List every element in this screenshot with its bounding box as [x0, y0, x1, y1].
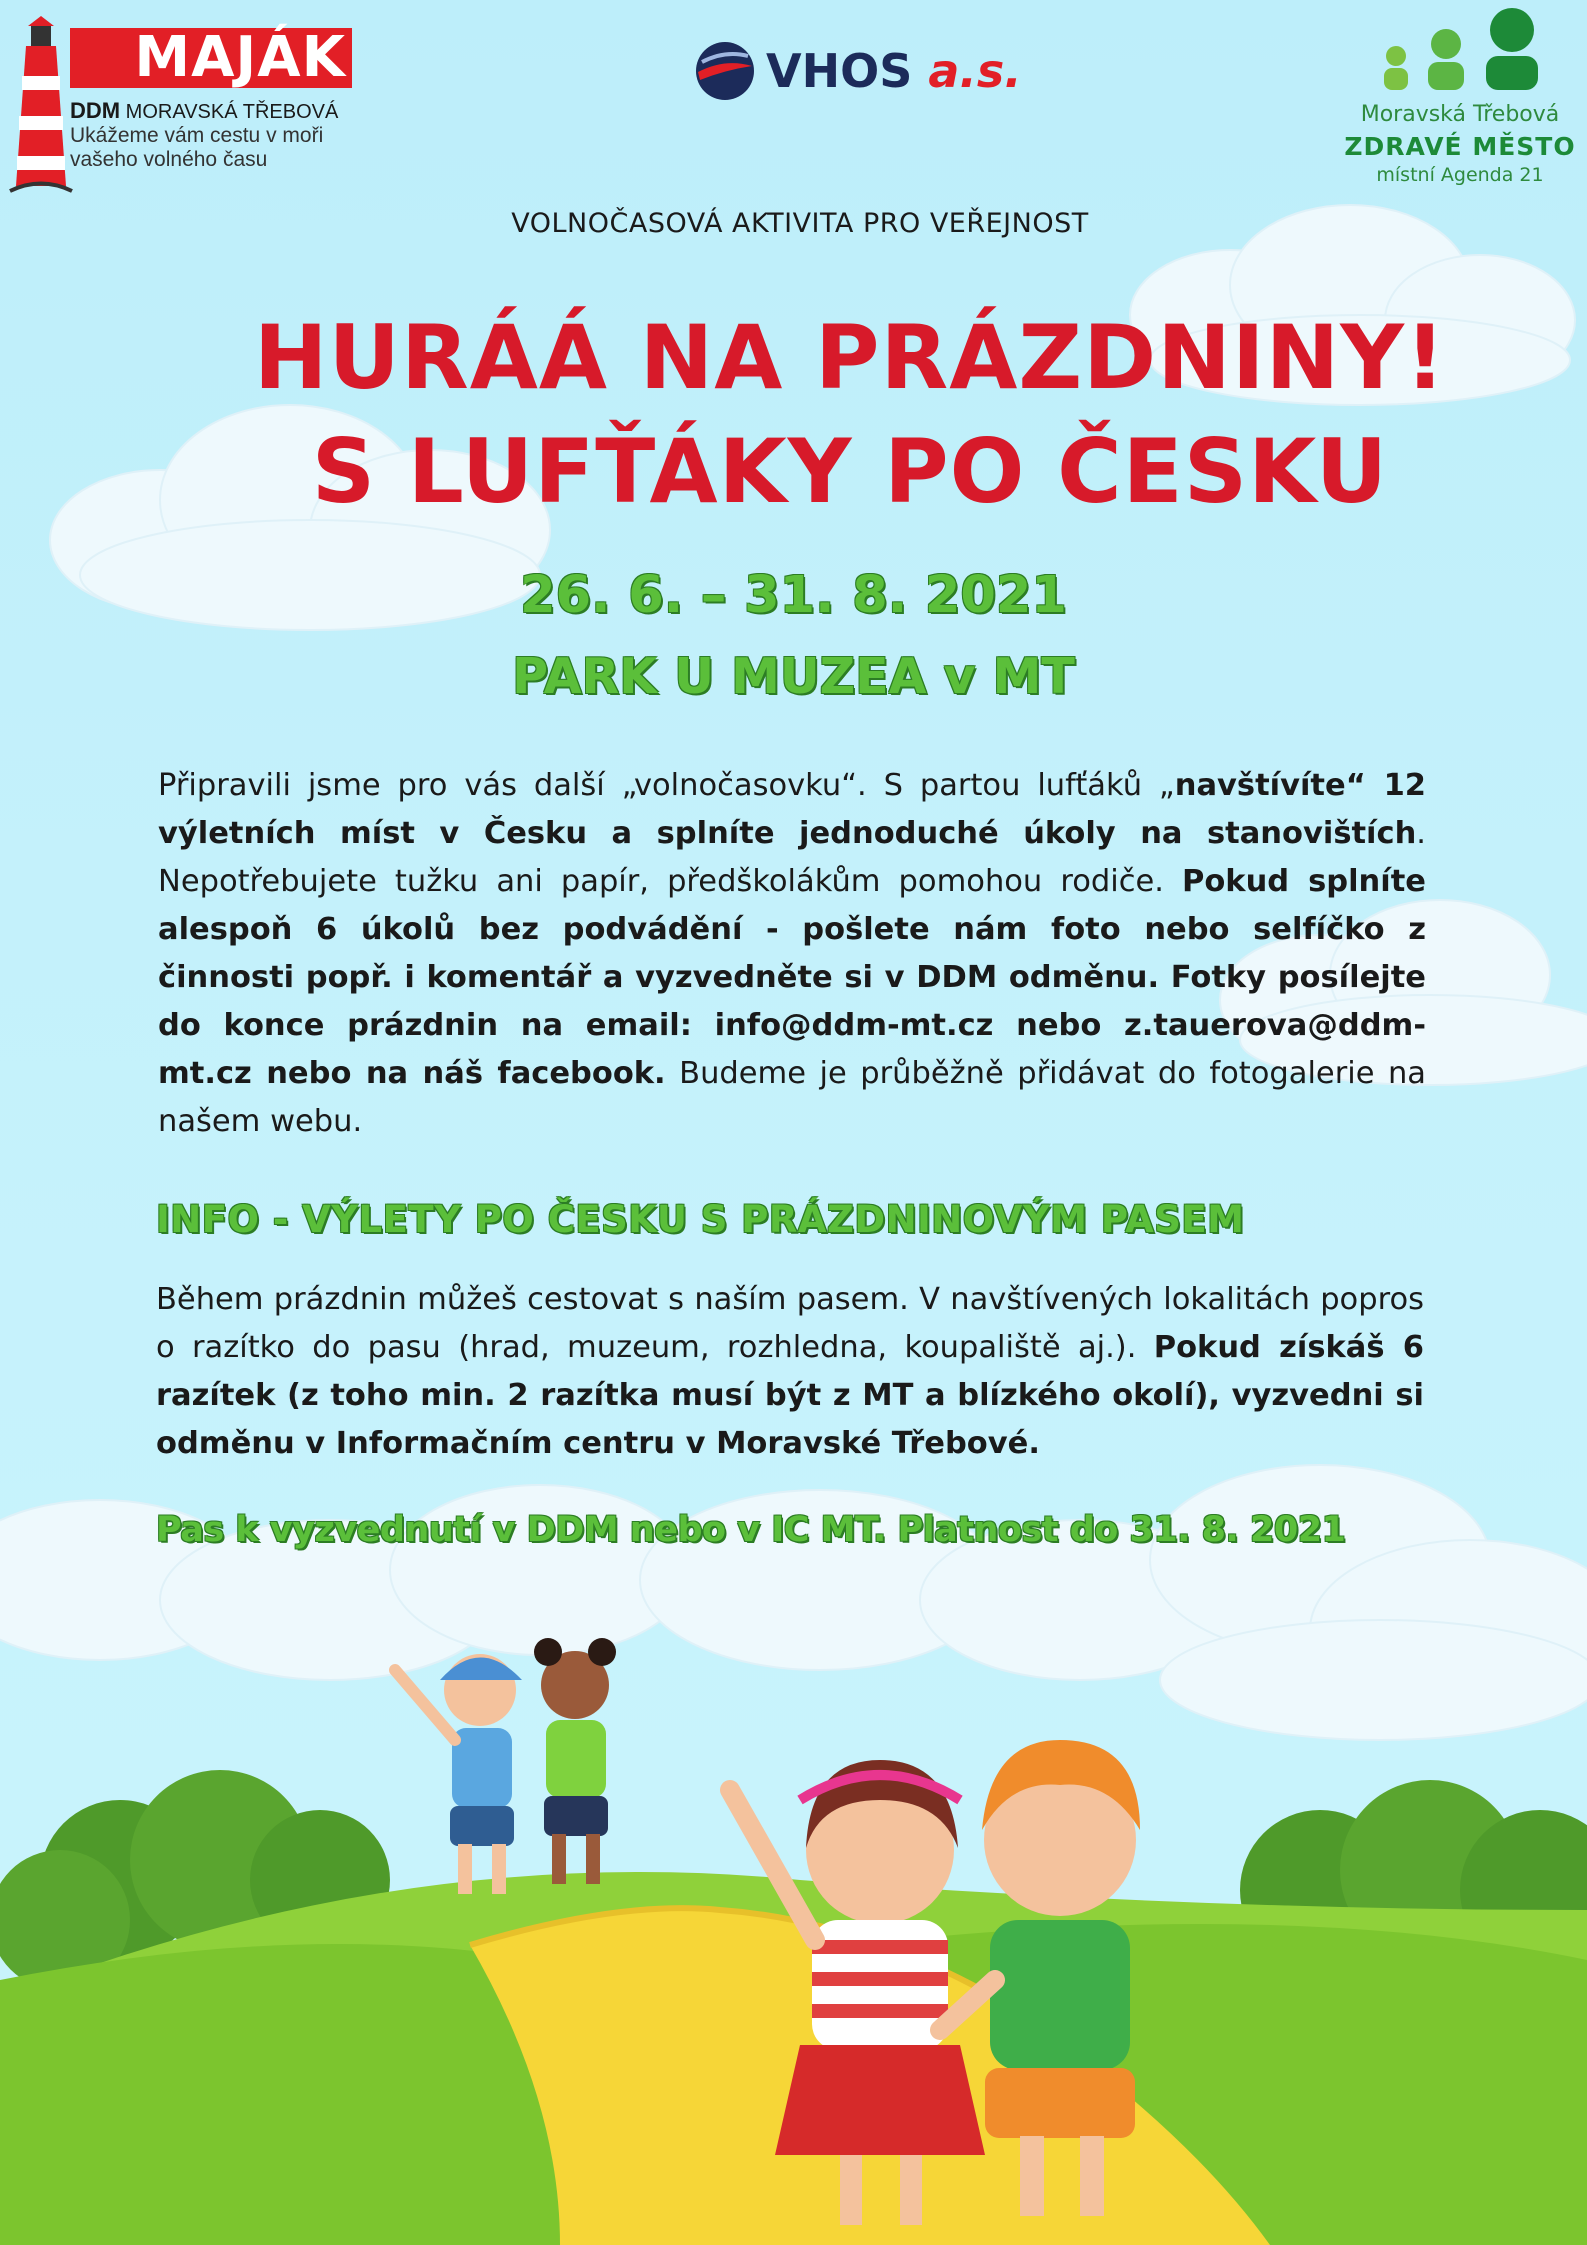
child-girl-small: [534, 1638, 616, 1884]
majak-ddm-label: DDM: [70, 98, 121, 123]
vhos-suffix: a.s.: [928, 44, 1022, 98]
subtitle: VOLNOČASOVÁ AKTIVITA PRO VEŘEJNOST: [511, 208, 1089, 239]
zdrave-mesto-agenda: místní Agenda 21: [1376, 164, 1544, 186]
headline-line-2: S LUFŤÁKY PO ČESKU: [311, 420, 1389, 523]
majak-organization: [70, 98, 338, 124]
zdrave-mesto-logo: [1340, 4, 1580, 194]
event-date: 26. 6. – 31. 8. 2021: [520, 566, 1067, 625]
vhos-name: [766, 44, 1022, 98]
majak-city: MORAVSKÁ TŘEBOVÁ: [125, 101, 339, 123]
paragraph1-segment: Budeme je průběžně přidávat do fotogalerie na našem webu.: [158, 1056, 1426, 1139]
majak-logo: [0, 10, 360, 195]
zdrave-mesto-city: Moravská Třebová: [1360, 102, 1560, 127]
paragraph1-segment: . Nepotřebujete tužku ani papír, předškolákům pomohou rodiče.: [158, 816, 1426, 899]
majak-brand-name: MAJÁK: [70, 28, 352, 88]
passport-paragraph: [156, 1276, 1424, 1468]
description-paragraph: [158, 762, 1426, 1146]
zdrave-mesto-title: ZDRAVÉ MĚSTO: [1344, 132, 1576, 161]
paragraph2-segment: Během prázdnin můžeš cestovat s naším pasem. V navštívených lokalitách popros o razítko do pasu (hrad, muzeum, rozhledna, koupaliště aj.).: [156, 1282, 1424, 1365]
people-icon: [1380, 4, 1550, 96]
vhos-name-text: VHOS: [766, 44, 913, 98]
headline-line-1: HURÁÁ NA PRÁZDNINY!: [253, 306, 1447, 409]
paragraph1-segment: navštívíte“ 12 výletních míst v Česku a splníte jednoduché úkoly na stanovištích: [158, 768, 1427, 851]
info-heading: INFO - VÝLETY PO ČESKU S PRÁZDNINOVÝM PASEM: [156, 1198, 1245, 1241]
paragraph2-segment: Pokud získáš 6 razítek (z toho min. 2 razítka musí být z MT a blízkého okolí), vyzvedni si odměnu v Informačním centru v Moravské Třebové.: [156, 1330, 1425, 1461]
vhos-globe-icon: [694, 40, 756, 102]
paragraph1-segment: Připravili jsme pro vás další „volnočasovku“. S partou lufťáků „: [158, 768, 1175, 803]
vhos-logo: [690, 38, 1022, 108]
lighthouse-icon: [6, 16, 76, 196]
paragraph1-segment: Pokud splníte alespoň 6 úkolů bez podvádění - pošlete nám foto nebo selfíčko z činnosti popř. i komentář a vyzvedněte si v DDM odměnu. Fotky posílejte do konce prázdnin na email: info@ddm-mt.cz nebo z.tauerova@ddm-mt.cz nebo na náš facebook.: [158, 864, 1426, 1091]
event-venue: PARK U MUZEA v MT: [512, 648, 1075, 705]
majak-slogan: Ukážeme vám cestu v moři vašeho volného času: [70, 124, 324, 171]
landscape-illustration: [0, 1580, 1587, 2245]
child-boy-small: [395, 1654, 522, 1894]
pass-note: Pas k vyzvednutí v DDM nebo v IC MT. Platnost do 31. 8. 2021: [156, 1510, 1346, 1550]
